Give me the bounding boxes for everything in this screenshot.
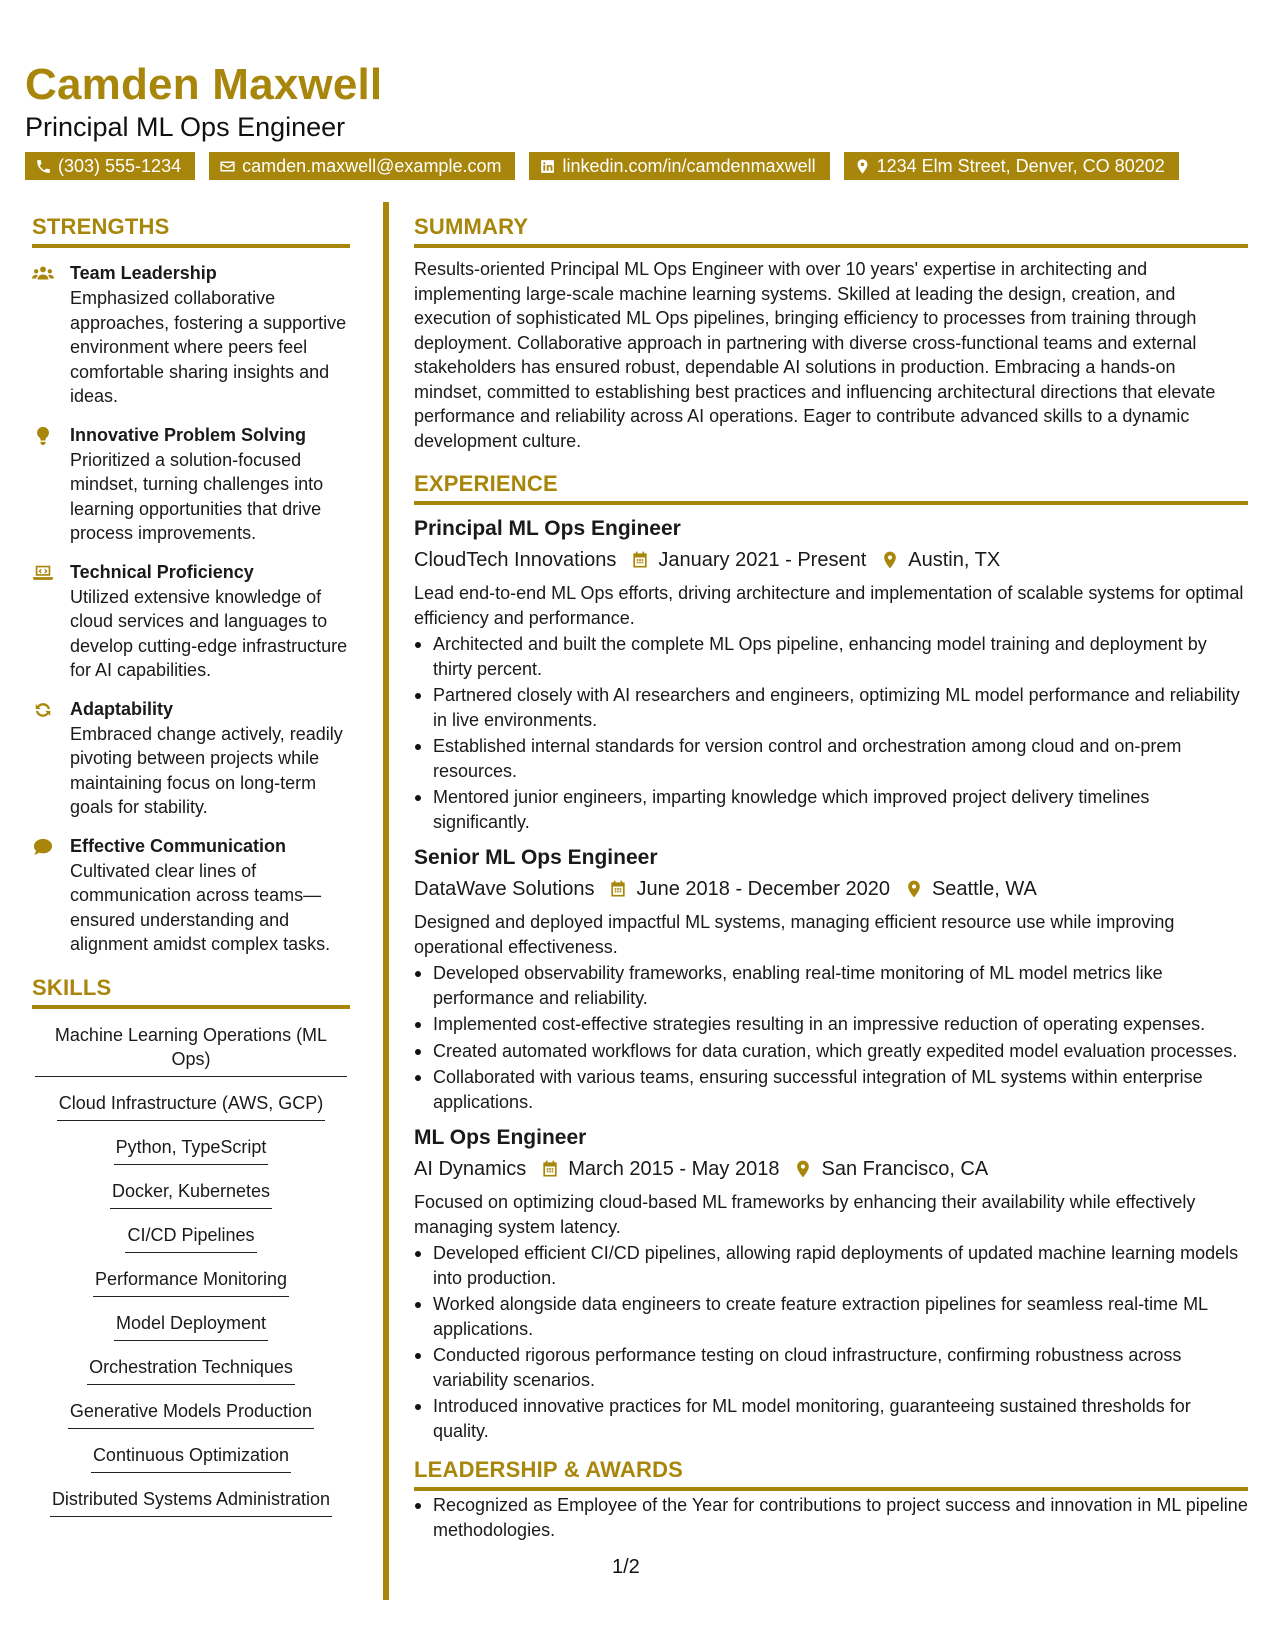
skill-item: Docker, Kubernetes: [110, 1179, 272, 1209]
strength-item: [32, 833, 350, 957]
linkedin-icon: [539, 158, 556, 175]
skill-item: CI/CD Pipelines: [125, 1223, 256, 1253]
strength-title: Team Leadership: [70, 263, 217, 283]
job-entry: [414, 1124, 1248, 1443]
skill-item: Python, TypeScript: [114, 1135, 269, 1165]
job-location: Austin, TX: [908, 549, 1001, 571]
job-summary: Focused on optimizing cloud-based ML frameworks by enhancing their availability while effectively managing system latency.: [414, 1192, 1196, 1237]
strength-title: Technical Proficiency: [70, 561, 254, 582]
skill-item: Performance Monitoring: [93, 1267, 289, 1297]
job-company: AI Dynamics: [414, 1158, 527, 1180]
job-entry: [414, 844, 1248, 1114]
contact-linkedin[interactable]: [529, 152, 829, 180]
job-bullet: Architected and built the complete ML Ops pipeline, enhancing model training and deployment by thirty percent.: [414, 632, 1248, 681]
skills-heading: SKILLS: [32, 975, 350, 1009]
contact-phone[interactable]: [25, 152, 195, 180]
summary-text: Results-oriented Principal ML Ops Engineer with over 10 years' expertise in architecting and implementing large-scale machine learning systems. Skilled at leading the design, creation, and execution of sophisticated ML Ops pipelines, bringing efficiency to processes from training through deployment. Collaborative approach in partnering with diverse cross-functional teams and external stakeholders has ensured robust, dependable AI solutions in production. Embracing a hands-on mindset, committed to establishing best practices and influencing architectural directions that elevate performance and reliability across AI operations. Eager to contribute advanced skills to a dynamic development culture.: [414, 259, 1216, 451]
job-summary: Designed and deployed impactful ML systems, managing efficient resource use while improving operational effectiveness.: [414, 912, 1175, 957]
experience-heading: EXPERIENCE: [414, 471, 1248, 505]
strength-desc: Cultivated clear lines of communication across teams—ensured understanding and alignment amidst complex tasks.: [70, 860, 331, 954]
job-location: Seattle, WA: [931, 878, 1037, 900]
job-company: DataWave Solutions: [414, 878, 595, 900]
candidate-name: Camden Maxwell: [25, 60, 383, 109]
job-summary: Lead end-to-end ML Ops efforts, driving architecture and implementation of scalable systems for optimal efficiency and performance.: [414, 583, 1244, 628]
strength-item: [32, 696, 350, 820]
comment-icon: [32, 837, 54, 857]
job-entry: [414, 515, 1248, 834]
map-pin-icon: [854, 158, 871, 175]
contact-email[interactable]: [209, 152, 515, 180]
calendar-icon: [608, 879, 628, 899]
job-bullet: Mentored junior engineers, imparting knowledge which improved project delivery timelines significantly.: [414, 785, 1248, 834]
job-bullets: [414, 961, 1248, 1114]
strengths-heading: STRENGTHS: [32, 214, 350, 248]
job-title: ML Ops Engineer: [414, 1126, 587, 1149]
job-title: Principal ML Ops Engineer: [414, 517, 681, 540]
page-number: 1/2: [612, 1556, 640, 1578]
job-bullet: Conducted rigorous performance testing on cloud infrastructure, confirming robustness across variability scenarios.: [414, 1343, 1248, 1392]
lightbulb-icon: [32, 426, 54, 446]
job-bullet: Developed efficient CI/CD pipelines, allowing rapid deployments of updated machine learning models into production.: [414, 1241, 1248, 1290]
strength-desc: Utilized extensive knowledge of cloud services and languages to develop cutting-edge infrastructure for AI capabilities.: [70, 586, 348, 680]
strength-desc: Prioritized a solution-focused mindset, turning challenges into learning opportunities that drive process improvements.: [70, 449, 324, 543]
candidate-title: Principal ML Ops Engineer: [25, 112, 346, 142]
left-column: [32, 214, 350, 1531]
calendar-icon: [630, 550, 650, 570]
skill-item: Orchestration Techniques: [87, 1355, 295, 1385]
job-title: Senior ML Ops Engineer: [414, 846, 658, 869]
contact-linkedin-text: linkedin.com/in/camdenmaxwell: [562, 156, 816, 176]
skill-item: Generative Models Production: [68, 1399, 314, 1429]
phone-icon: [35, 158, 52, 175]
skill-item: Model Deployment: [114, 1311, 268, 1341]
awards-heading: LEADERSHIP & AWARDS: [414, 1457, 1248, 1491]
strength-title: Effective Communication: [70, 835, 287, 856]
skill-item: Distributed Systems Administration: [50, 1487, 332, 1517]
summary-heading: SUMMARY: [414, 214, 1248, 248]
skill-item: Continuous Optimization: [91, 1443, 291, 1473]
skills-list: [32, 1023, 350, 1531]
awards-list: [414, 1493, 1248, 1542]
contact-address-text: 1234 Elm Street, Denver, CO 80202: [876, 156, 1165, 176]
job-bullets: [414, 1241, 1248, 1443]
map-pin-icon: [793, 1159, 813, 1179]
strength-title: Adaptability: [70, 698, 174, 719]
award-item: Recognized as Employee of the Year for contributions to project success and innovation in ML pipeline methodologies.: [414, 1493, 1248, 1542]
users-icon: [32, 264, 54, 284]
contact-bar: [25, 152, 1179, 180]
strength-item: [32, 422, 350, 546]
job-meta: [414, 1154, 1248, 1184]
strength-desc: Embraced change actively, readily pivoting between projects while maintaining focus on long-term goals for stability.: [70, 723, 343, 817]
contact-email-text: camden.maxwell@example.com: [242, 156, 502, 176]
sync-icon: [32, 700, 54, 720]
strength-title: Innovative Problem Solving: [70, 424, 307, 445]
job-bullets: [414, 632, 1248, 834]
contact-address[interactable]: [844, 152, 1179, 180]
calendar-icon: [540, 1159, 560, 1179]
job-location: San Francisco, CA: [821, 1158, 989, 1180]
job-bullet: Developed observability frameworks, enabling real-time monitoring of ML model metrics like performance and reliability.: [414, 961, 1248, 1010]
strengths-list: [32, 260, 350, 957]
contact-phone-text: (303) 555-1234: [58, 156, 182, 176]
envelope-icon: [219, 158, 236, 175]
map-pin-icon: [880, 550, 900, 570]
laptop-code-icon: [32, 563, 54, 583]
job-bullet: Introduced innovative practices for ML model monitoring, guaranteeing sustained thresholds for quality.: [414, 1394, 1248, 1443]
job-meta: [414, 545, 1248, 575]
column-divider: [383, 202, 389, 1600]
job-dates: January 2021 - Present: [658, 549, 867, 571]
job-dates: March 2015 - May 2018: [568, 1158, 780, 1180]
job-bullet: Implemented cost-effective strategies resulting in an impressive reduction of operating expenses.: [414, 1012, 1248, 1037]
job-company: CloudTech Innovations: [414, 549, 617, 571]
strength-item: [32, 260, 350, 409]
job-bullet: Collaborated with various teams, ensuring successful integration of ML systems within enterprise applications.: [414, 1065, 1248, 1114]
job-dates: June 2018 - December 2020: [636, 878, 890, 900]
job-meta: [414, 874, 1248, 904]
strength-item: [32, 559, 350, 683]
right-column: [414, 214, 1248, 1544]
job-bullet: Created automated workflows for data curation, which greatly expedited model evaluation processes.: [414, 1039, 1248, 1064]
job-bullet: Established internal standards for version control and orchestration among cloud and on-prem resources.: [414, 734, 1248, 783]
strength-desc: Emphasized collaborative approaches, fostering a supportive environment where peers feel comfortable sharing insights and ideas.: [70, 288, 347, 406]
job-bullet: Worked alongside data engineers to create feature extraction pipelines for seamless real-time ML applications.: [414, 1292, 1248, 1341]
map-pin-icon: [904, 879, 924, 899]
skill-item: Cloud Infrastructure (AWS, GCP): [57, 1091, 325, 1121]
job-bullet: Partnered closely with AI researchers and engineers, optimizing ML model performance and reliability in live environments.: [414, 683, 1248, 732]
skill-item: Machine Learning Operations (ML Ops): [35, 1023, 347, 1077]
